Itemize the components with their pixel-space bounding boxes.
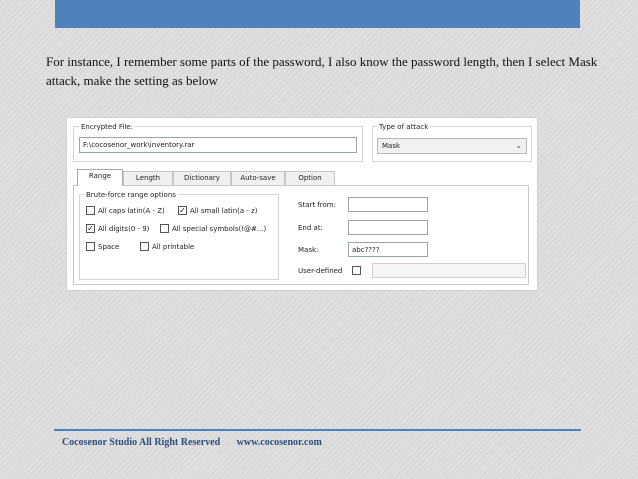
digits-checkbox[interactable]: ✓ — [87, 224, 94, 233]
printable-checkbox[interactable] — [140, 242, 149, 251]
start-from-input[interactable] — [348, 197, 428, 212]
encrypted-file-input[interactable]: F:\cocosenor_work\inventory.rar — [79, 137, 357, 153]
tab-auto-save-label: Auto-save — [240, 174, 276, 182]
user-defined-checkbox[interactable] — [352, 266, 361, 275]
tab-range[interactable] — [77, 169, 123, 186]
footer-divider — [54, 429, 581, 431]
start-from-label: Start from: — [298, 201, 336, 209]
digits-label: All digits(0 - 9) — [98, 225, 150, 233]
printable-label: All printable — [152, 243, 195, 251]
mask-input[interactable]: abc???? — [348, 242, 428, 257]
caps-latin-checkbox[interactable] — [86, 206, 95, 215]
attack-type-select[interactable] — [377, 138, 527, 154]
attack-type-label: Type of attack — [379, 123, 429, 131]
footer-url[interactable]: www.cocosenor.com — [236, 437, 322, 448]
title-banner — [55, 0, 580, 28]
footer — [62, 437, 322, 448]
range-group-label: Brute-force range options — [86, 191, 176, 199]
intro-text: For instance, I remember some parts of the password, I also know the password length, then I select Mask attack, make the setting as below — [46, 54, 598, 88]
tab-option-label: Option — [298, 174, 322, 182]
user-defined-input[interactable] — [372, 263, 526, 278]
tab-option[interactable] — [285, 171, 335, 185]
mask-label: Mask: — [298, 246, 319, 254]
attack-type-value: Mask — [382, 142, 401, 150]
small-latin-checkbox[interactable]: ✓ — [179, 206, 186, 215]
tab-dictionary-label: Dictionary — [184, 174, 220, 182]
special-symbols-label: All special symbols(!@#...) — [172, 225, 267, 233]
range-tab-panel — [73, 185, 529, 285]
tab-auto-save[interactable] — [231, 171, 285, 185]
tab-length[interactable] — [123, 171, 173, 185]
tab-length-label: Length — [135, 174, 161, 182]
end-at-input[interactable] — [348, 220, 428, 235]
encrypted-file-label: Encrypted File: — [81, 123, 133, 131]
space-label: Space — [98, 243, 120, 251]
small-latin-label: All small latin(a - z) — [190, 207, 258, 215]
user-defined-label: User-defined — [298, 267, 343, 275]
app-screenshot — [67, 118, 537, 290]
footer-company: Cocosenor Studio All Right Reserved — [62, 437, 221, 448]
chevron-down-icon: ⌄ — [515, 141, 522, 150]
tab-range-label: Range — [88, 172, 112, 180]
tab-dictionary[interactable] — [173, 171, 231, 185]
special-symbols-checkbox[interactable] — [160, 224, 169, 233]
end-at-label: End at: — [298, 224, 323, 232]
space-checkbox[interactable] — [86, 242, 95, 251]
caps-latin-label: All caps latin(A - Z) — [98, 207, 165, 215]
